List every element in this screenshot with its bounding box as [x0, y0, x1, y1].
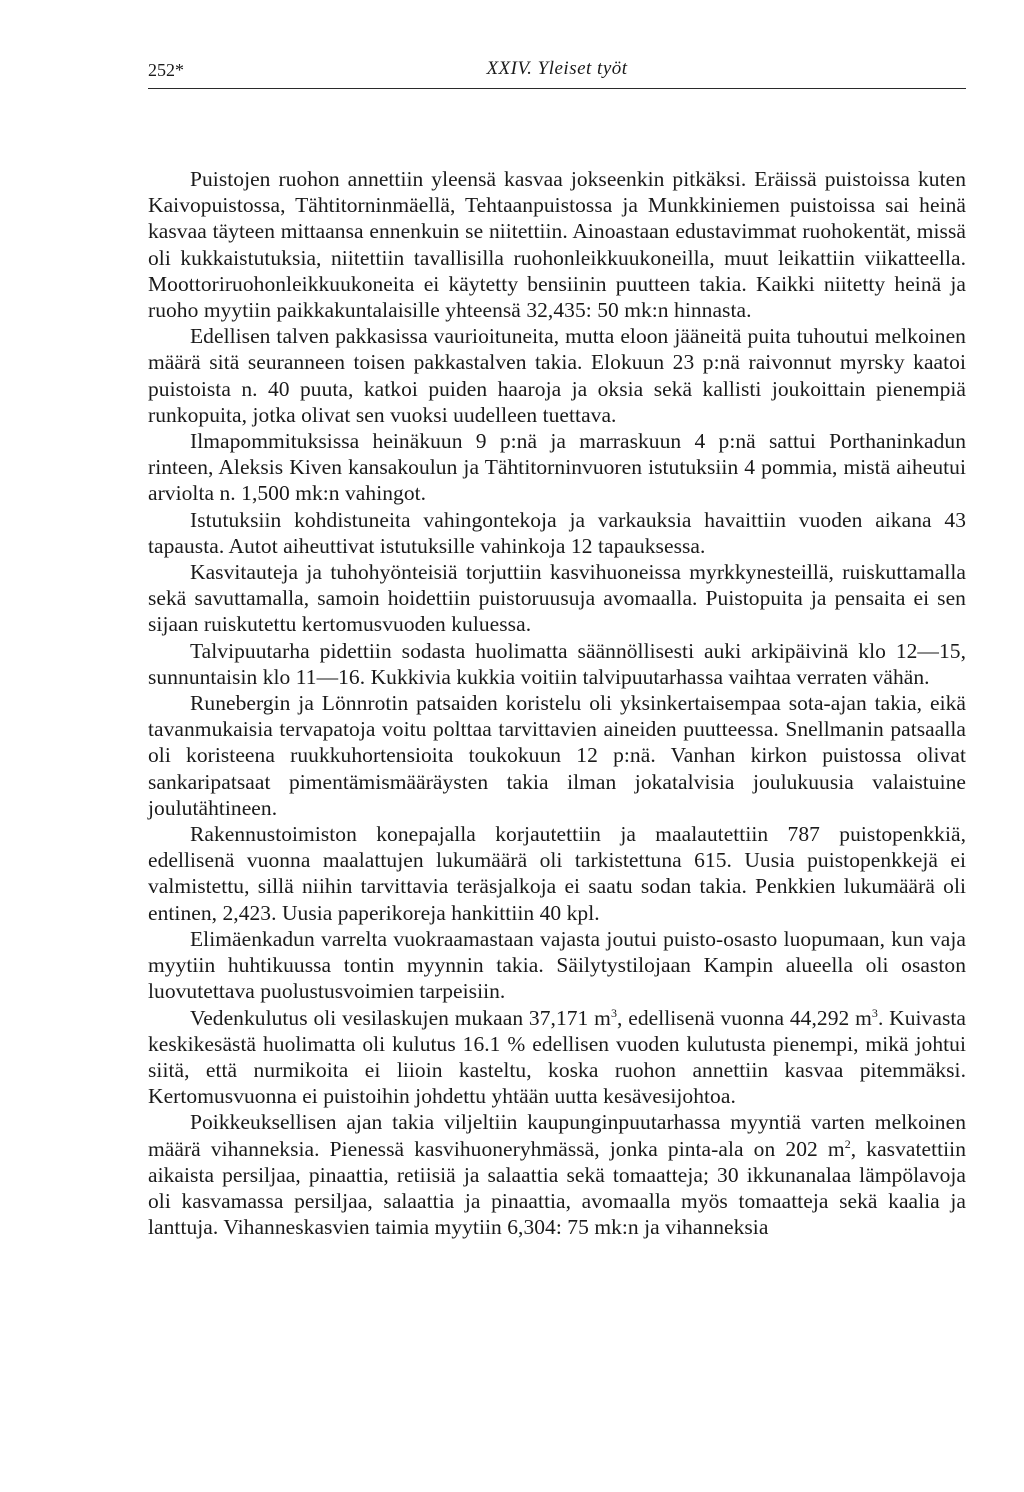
body-text: [148, 166, 966, 1240]
running-header: [148, 58, 966, 89]
vegetable-text-1: Poikkeuksellisen ajan takia viljeltiin kaupunginpuutarhassa myyntiä varten melkoinen määrä vihanneksia. Pienessä kasvihuoneryhmässä, jonka pinta-ala on 202 m: [148, 1110, 966, 1161]
paragraph-vandalism: Istutuksiin kohdistuneita vahingontekoja ja varkauksia havaittiin vuoden aikana 43 tapausta. Autot aiheuttivat istutuksille vahinkoja 12 tapauksessa.: [148, 507, 966, 558]
water-text-1: Vedenkulutus oli vesilaskujen mukaan 37,171 m: [190, 1005, 611, 1030]
paragraph-winter-garden: Talvipuutarha pidettiin sodasta huolimatta säännöllisesti auki arkipäivinä klo 12—15, sunnuntaisin klo 11—16. Kukkivia kukkia voitiin talvipuutarhassa vaihtaa verraten vähän.: [148, 638, 966, 689]
paragraph-storage-shed: Elimäenkadun varrelta vuokraamastaan vajasta joutui puisto-osasto luopumaan, kun vaja myytiin huhtikuussa tontin myynnin takia. Säilytystilojaan Kampin alueella oli osaston luovutettava puolustusvoimien tarpeisiin.: [148, 926, 966, 1004]
document-page: [148, 58, 966, 1240]
cubic-superscript: 3: [871, 1005, 878, 1020]
square-superscript: 2: [844, 1136, 851, 1151]
chapter-title: XXIV. Yleiset työt: [486, 58, 628, 79]
water-text-3: . Kuivasta keskikesästä huolimatta oli kulutus 16.1 % edellisen vuoden kulutusta pienempi, mikä johtui siitä, että nurmikoita ei liioin kasteltu, koska ruohon annettiin kasvaa pitemmäksi. Kertomusvuonna ei puistoihin johdettu yhtään uutta kesävesijohtoa.: [148, 1005, 966, 1109]
paragraph-lawn-mowing: Puistojen ruohon annettiin yleensä kasvaa jokseenkin pitkäksi. Eräissä puistoissa kuten Kaivopuistossa, Tähtitorninmäellä, Tehtaanpuistossa ja Munkkiniemen puistoissa sai heinä kasvaa täyteen mittaansa ennenkuin se niitettiin. Ainoastaan edustavimmat ruohokentät, missä oli kukkaistutuksia, niitettiin tavallisilla ruohonleikkuukoneilla, muut leikattiin viikatteella. Moottoriruohonleikkuukoneita ei käytetty bensiinin puutteen takia. Kaikki niitetty heinä ja ruoho myytiin paikkakuntalaisille yhteensä 32,435: 50 mk:n hinnasta.: [148, 167, 966, 323]
paragraph-vegetable-cultivation: [148, 1109, 966, 1240]
water-text-2: , edellisenä vuonna 44,292 m: [617, 1005, 872, 1030]
paragraph-park-benches: Rakennustoimiston konepajalla korjautettiin ja maalautettiin 787 puistopenkkiä, edellisenä vuonna maalattujen lukumäärä oli tarkistettuna 615. Uusia puistopenkkejä ei valmistettu, sillä niihin tarvittavia teräsjalkoja ei saatu sodan takia. Penkkien lukumäärä oli entinen, 2,423. Uusia paperikoreja hankittiin 40 kpl.: [148, 822, 966, 925]
paragraph-water-consumption: [148, 1005, 966, 1110]
page-number: 252*: [148, 60, 184, 80]
paragraph-statue-decoration: Runebergin ja Lönnrotin patsaiden koristelu oli yksinkertaisempaa sota-ajan takia, eikä tavanmukaisia tervapatoja voitu polttaa tarvittavien aineiden puutteessa. Snellmanin patsaalla oli koristeena ruukkuhortensioita toukokuun 12 p:nä. Vanhan kirkon puistossa olivat sankaripatsaat pimentämismääräysten takia ilman jokatalvisia joulukuusia valaistuine joulutähtineen.: [148, 691, 966, 820]
paragraph-frost-damage: Edellisen talven pakkasissa vaurioituneita, mutta eloon jääneitä puita tuhoutui melkoinen määrä sitä seuranneen toisen pakkastalven takia. Elokuun 23 p:nä raivonnut myrsky kaatoi puistoista n. 40 puuta, katkoi puiden haaroja ja oksia sekä kallisti joukoittain pienempiä runkopuita, jotka olivat sen vuoksi uudelleen tuettava.: [148, 324, 966, 427]
cubic-superscript: 3: [610, 1005, 617, 1020]
paragraph-plant-diseases: Kasvitauteja ja tuhohyönteisiä torjuttiin kasvihuoneissa myrkkynesteillä, ruiskuttamalla sekä savuttamalla, samoin hoidettiin puistoruusuja avomaalla. Puistopuita ja pensaita ei sen sijaan ruiskutettu kertomusvuoden kuluessa.: [148, 560, 966, 637]
paragraph-air-raids: Ilmapommituksissa heinäkuun 9 p:nä ja marraskuun 4 p:nä sattui Porthaninkadun rinteen, Aleksis Kiven kansakoulun ja Tähtitorninvuoren istutuksiin 4 pommia, mistä aiheutui arviolta n. 1,500 mk:n vahingot.: [148, 429, 966, 506]
vegetable-text-2: , kasvatettiin aikaista persiljaa, pinaattia, retiisiä ja salaattia sekä tomaatteja; 30 ikkunanalaa lämpölavoja oli kasvamassa persiljaa, salaattia ja pinaattia, avomaalla myös tomaatteja sekä kaalia ja lanttuja. Vihanneskasvien taimia myytiin 6,304: 75 mk:n ja vihanneksia: [148, 1136, 967, 1240]
